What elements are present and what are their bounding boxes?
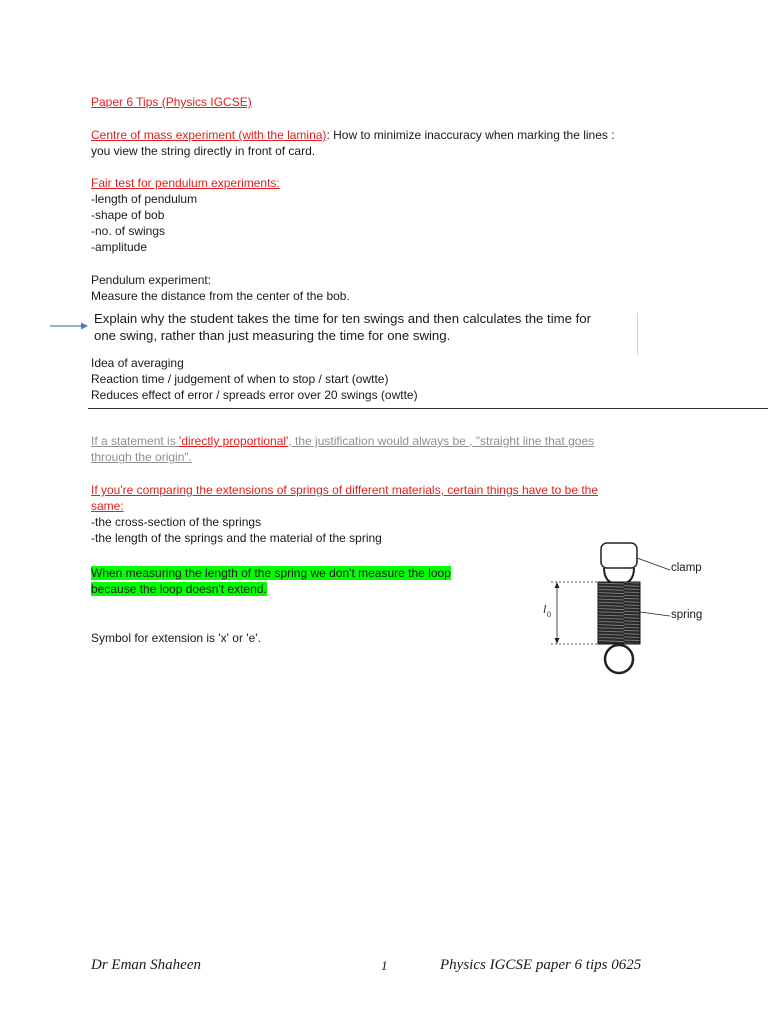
fair-test-item: -no. of swings: [91, 224, 166, 238]
footer-page-number: 1: [381, 958, 388, 973]
question-line-1: Explain why the student takes the time for ten swings and then calculates the time for: [94, 311, 591, 326]
highlight-line-1: [91, 565, 451, 581]
proportional-line-2: through the origin".: [91, 450, 192, 464]
centre-of-mass-text: How to minimize inaccuracy when marking the lines :: [329, 128, 615, 142]
springs-heading-2: same:: [91, 499, 124, 513]
spring-diagram: [540, 540, 720, 676]
centre-of-mass-label: Centre of mass experiment (with the lamina): [91, 128, 327, 142]
answer-item: Reaction time / judgement of when to stop / start (owtte): [91, 372, 389, 386]
proportional-key: 'directly proportional': [179, 434, 289, 448]
symbol-text: Symbol for extension is 'x' or 'e'.: [91, 631, 261, 645]
fair-test-item: -amplitude: [91, 240, 148, 254]
centre-of-mass-text2: you view the string directly in front of card.: [91, 144, 316, 158]
arrow-right-icon: [48, 320, 90, 332]
clamp-label: clamp: [671, 562, 702, 574]
fair-test-item: -length of pendulum: [91, 192, 198, 206]
proportional-line: [91, 433, 594, 449]
answer-item: Idea of averaging: [91, 356, 184, 370]
springs-heading-1: If you're comparing the extensions of springs of different materials, certain things have to be the: [91, 483, 599, 497]
question-box-edge: [637, 313, 638, 355]
centre-of-mass-sep: :: [326, 128, 330, 142]
length-subscript: 0: [547, 610, 551, 619]
footer-author: Dr Eman Shaheen: [91, 957, 201, 973]
spring-label: spring: [671, 609, 703, 621]
bottom-loop: [605, 645, 633, 673]
fair-test-heading: Fair test for pendulum experiments:: [91, 176, 280, 190]
proportional-pre: If a statement is: [91, 434, 180, 448]
spring-coils: [598, 582, 640, 644]
proportional-post: , the justification would always be , "straight line that goes: [288, 434, 595, 448]
page-title: Paper 6 Tips (Physics IGCSE): [91, 95, 252, 109]
length-label: l: [543, 602, 547, 616]
section-divider: [88, 408, 768, 409]
fair-test-item: -shape of bob: [91, 208, 165, 222]
pendulum-text: Measure the distance from the center of the bob.: [91, 289, 350, 303]
springs-item: -the cross-section of the springs: [91, 515, 262, 529]
answer-item: Reduces effect of error / spreads error over 20 swings (owtte): [91, 388, 418, 402]
footer-course: Physics IGCSE paper 6 tips 0625: [440, 957, 642, 973]
highlight-text-2: because the loop doesn't extend.: [91, 582, 267, 596]
springs-item: -the length of the springs and the material of the spring: [91, 531, 382, 545]
pendulum-heading: Pendulum experiment:: [91, 273, 212, 287]
highlight-text-1: When measuring the length of the spring we don't measure the loop: [91, 566, 451, 580]
question-line-2: one swing, rather than just measuring the time for one swing.: [94, 328, 451, 343]
centre-of-mass-line: [91, 127, 615, 143]
clamp-shape: [601, 543, 637, 568]
highlight-line-2: [91, 581, 267, 597]
